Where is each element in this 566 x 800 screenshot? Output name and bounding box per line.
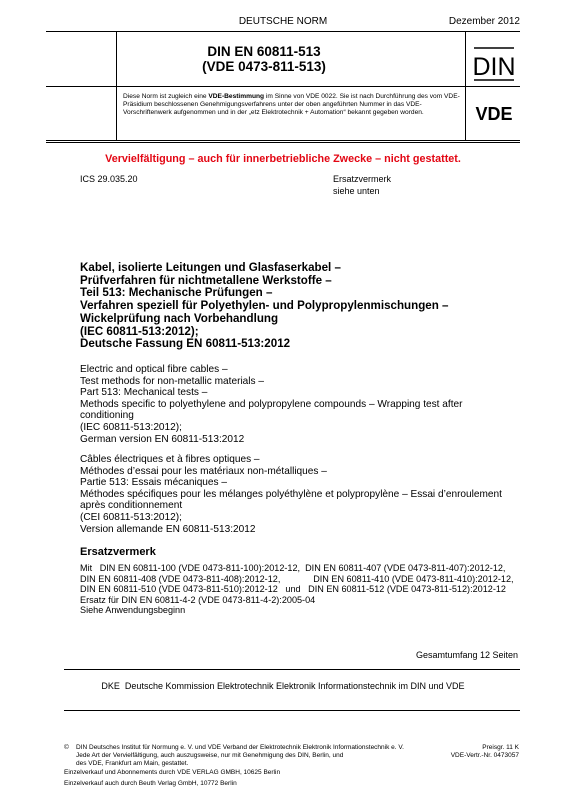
price-info [451,744,519,760]
vde-logo [468,100,520,126]
title-de-line: Verfahren speziell für Polyethylen- und Polypropylenmischungen – [80,299,449,313]
title-en-line: Methods specific to polyethylene and polypropylene compounds – Wrapping test after [80,398,463,410]
copyright-notice [76,744,406,768]
ersatzvermerk-reference [333,174,391,197]
vde-note-bold: VDE-Bestimmung [208,93,265,100]
title-fr-line: (CEI 60811-513:2012); [80,511,182,523]
title-fr-line: Partie 513: Essais mécaniques – [80,477,228,489]
title-en-line: Part 513: Mechanical tests – [80,387,208,399]
title-fr-line: Version allemande EN 60811-513:2012 [80,523,256,535]
title-german [80,262,449,351]
copyright-line: Jede Art der Vervielfältigung, auch auszugsweise, nur mit Genehmigung des DIN, Berlin, und [76,751,344,759]
ics-code: ICS 29.035.20 [80,174,138,184]
din-logo [468,45,520,83]
ersatzvermerk-line: DIN EN 60811-510 (VDE 0473-811-510):2012-12 und DIN EN 60811-512 (VDE 0473-811-512):2012-12 [80,584,506,594]
copyright-line: DIN Deutsches Institut für Normung e. V. und VDE Verband der Elektrotechnik Elektronik Informationstechnik e. V. [76,744,404,751]
ersatzvermerk-line: Siehe Anwendungsbeginn [80,605,186,615]
title-fr-line: Câbles électriques et à fibres optiques – [80,454,260,465]
vde-logo-text: VDE [475,104,513,124]
copyright-line: des VDE, Frankfurt am Main, gestattet. [76,759,189,767]
dke-rule-top [64,669,520,670]
title-block-rule [46,86,520,87]
header-rule [46,31,520,32]
title-en-line: Electric and optical fibre cables – [80,364,228,375]
norm-type-header: DEUTSCHE NORM [238,16,328,27]
ersatzvermerk-line: Mit DIN EN 60811-100 (VDE 0473-811-100):2012-12, DIN EN 60811-407 (VDE 0473-811-407):2012-12, [80,563,506,573]
vde-note-part2: im Sinne von VDE 0022. Sie ist nach Durchführung des vom VDE-Präsidium beschlossenen Genehmigungsverfahrens unter der oben angeführten Nummer in das VDE-Vorschriftenwerk aufgenommen und in der „etz Elektrotechnik + Automation“ bekannt gegeben worden. [123,93,460,117]
title-en-line: conditioning [80,410,134,422]
title-en-line: Test methods for non-metallic materials – [80,375,265,387]
title-fr-line: Méthodes d’essai pour les matériaux non-métalliques – [80,465,327,477]
dke-rule-bottom [64,710,520,711]
vde-note-part1: Diese Norm ist zugleich eine [123,93,209,100]
issue-date: Dezember 2012 [448,16,520,27]
ersatzvermerk-see-below: siehe unten [333,185,380,196]
note-block-rule [46,140,520,141]
title-en-line: German version EN 60811-513:2012 [80,433,245,445]
sales-beuth-verlag: Einzelverkauf auch durch Beuth Verlag GmbH, 10772 Berlin [64,780,237,787]
title-de-line: Teil 513: Mechanische Prüfungen – [80,286,273,300]
ersatzvermerk-body [80,563,514,616]
title-fr-line: après conditionnement [80,500,183,512]
vde-vertrieb-number: VDE-Vertr.-Nr. 0473057 [450,751,519,759]
title-de-line: Kabel, isolierte Leitungen und Glasfaserkabel – [80,261,341,274]
vde-note [123,93,461,118]
ersatzvermerk-heading: Ersatzvermerk [80,546,156,558]
ersatzvermerk-label: Ersatzvermerk [333,174,392,184]
vde-classification: (VDE 0473-811-513) [202,59,326,74]
total-pages: Gesamtumfang 12 Seiten [415,650,518,660]
title-de-line: (IEC 60811-513:2012); [80,324,199,338]
title-fr-line: Méthodes spécifiques pour les mélanges polyéthylène et polypropylène – Essai d’enroulement [80,488,502,500]
title-de-line: Prüfverfahren für nichtmetallene Werkstoffe – [80,273,332,287]
dke-line: DKE Deutsche Kommission Elektrotechnik Elektronik Informationstechnik im DIN und VDE [101,681,465,691]
ersatzvermerk-line: DIN EN 60811-408 (VDE 0473-811-408):2012-12, DIN EN 60811-410 (VDE 0473-811-410):2012-12, [80,573,514,584]
document-title [62,44,466,74]
sales-vde-verlag: Einzelverkauf und Abonnements durch VDE VERLAG GMBH, 10625 Berlin [64,769,281,776]
title-en-line: (IEC 60811-513:2012); [80,421,182,433]
title-de-line: Deutsche Fassung EN 60811-513:2012 [80,337,291,351]
document-number: DIN EN 60811-513 [207,44,321,59]
ersatzvermerk-line: Ersatz für DIN EN 60811-4-2 (VDE 0473-811-4-2):2005-04 [80,594,316,605]
title-english [80,364,462,445]
copyright-symbol: © [64,744,69,751]
din-logo-text: DIN [472,53,516,81]
title-de-line: Wickelprüfung nach Vorbehandlung [80,311,279,325]
reproduction-warning: Vervielfältigung – auch für innerbetriebliche Zwecke – nicht gestattet. [105,153,461,165]
price-group: Preisgr. 11 K [482,744,519,751]
note-block-rule-double [46,142,520,143]
title-french [80,454,502,535]
